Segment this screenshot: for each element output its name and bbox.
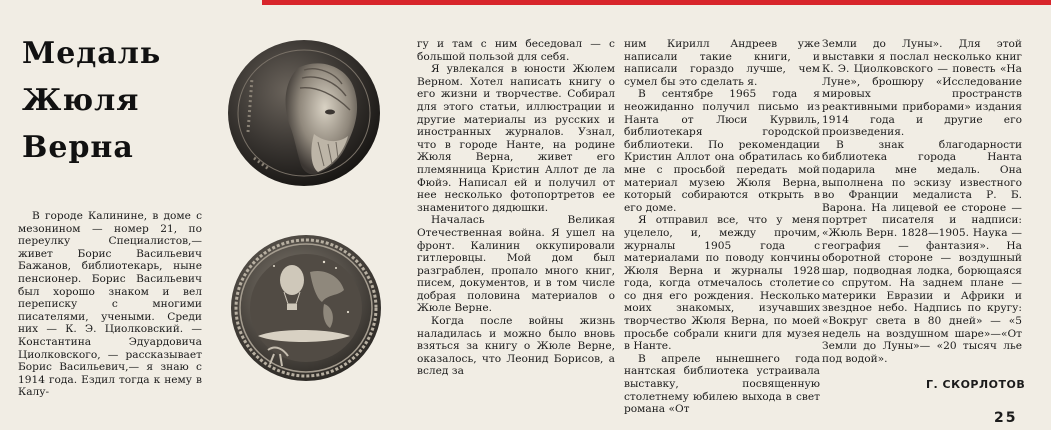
text-column-2 [417,38,615,378]
paragraph: Земли до Луны». Для этой выставки я послал несколько книг К. Э. Циолковского — повесть «На Луне», брошюру «Исследование мировых пространств реактивными приборами» издания 1914 года и другие его произведения. [822,38,1022,139]
author-signature: Г. СКОРЛОТОВ [926,378,1026,391]
title-line-3: Верна [22,130,134,165]
paragraph: В апреле нынешнего года нантская библиотека устраивала выставку, посвященную столетнему юбилею выхода в свет романа «От [624,352,820,416]
top-red-rule [262,0,1051,5]
medal-reverse-balloon [228,232,384,384]
title-line-1: Медаль [22,36,162,71]
article-title [22,30,222,171]
paragraph: гу и там с ним беседовал — с большой пользой для себя. [417,38,615,63]
page-number: 25 [994,410,1018,426]
paragraph: ним Кирилл Андреев уже написали такие книги, и написали гораздо лучше, чем сумел бы это сделать я. [624,38,820,88]
paragraph: В сентябре 1965 года я неожиданно получил письмо из Нанта от Люси Курвиль, библиотекаря городской библиотеки. По рекомендации Кристин Аллот она обратилась ко мне с просьбой передать мой материал музею Жюля Верна, который собираются открыть в его доме. [624,88,820,214]
text-column-1 [18,210,202,399]
paragraph: Когда после войны жизнь наладилась и можно было вновь взяться за книгу о Жюле Верне, оказалось, что Леонид Борисов, а вслед за [417,315,615,378]
paragraph: В знак благодарности библиотека города Нанта подарила мне медаль. Она выполнена по эскизу известного во Франции медалиста Р. Б. Варона. На лицевой ее стороне — портрет писателя и надписи: «Жюль Верн. 1828—1905. Наука — география — фантазия». На оборотной стороне — воздушный шар, подводная лодка, борющаяся со спрутом. На заднем плане — материки Евразии и Африки и звездное небо. Надпись по кругу: «Вокруг света в 80 дней» — «5 недель на воздушном шаре»—«От Земли до Луны»— «20 тысяч лье под водой». [822,138,1022,365]
paragraph: Я отправил все, что у меня уцелело, и, между прочим, журналы 1905 года с материалами по поводу кончины Жюля Верна и журналы 1928 года, когда отмечалось столетие со дня его рождения. Несколько моих знакомых, изучавших творчество Жюля Верна, по моей просьбе собрали книги для музея в Нанте. [624,214,820,353]
paragraph: В городе Калинине, в доме с мезонином — номер 21, по переулку Специалистов,— живет Борис Васильевич Бажанов, библиотекарь, ныне пенсионер. Борис Васильевич был хорошо знаком и вел переписку с многими писателями, учеными. Среди них — К. Э. Циолковский. — Константина Эдуардовича Циолковского, — рассказывает Борис Васильевич,— я знаю с 1914 года. Ездил тогда к нему в Калу- [18,210,202,399]
medal-obverse-portrait [224,38,384,188]
text-column-3 [624,38,820,416]
text-column-4 [822,38,1022,365]
paragraph: Я увлекался в юности Жюлем Верном. Хотел написать книгу о его жизни и творчестве. Собирал для этого статьи, иллюстрации и другие материалы из русских и иностранных журналов. Узнал, что в городе Нанте, на родине Жюля Верна, живет его племянница Кристин Аллот де ла Фюйэ. Написал ей и получил от нее несколько фотопортретов ее знаменитого дядюшки. [417,63,615,214]
paragraph: Началась Великая Отечественная война. Я ушел на фронт. Калинин оккупировали гитлеровцы. Мой дом был разграблен, пропало много книг, писем, документов, и в том числе добрая половина материалов о Жюле Верне. [417,214,615,315]
title-line-2: Жюля [22,83,140,118]
